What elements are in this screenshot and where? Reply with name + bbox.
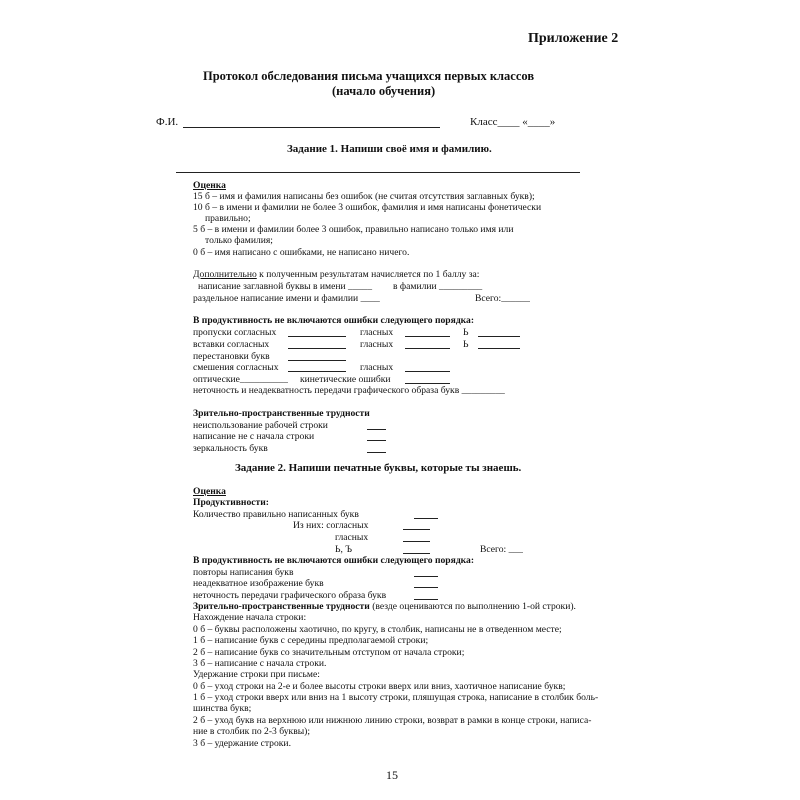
insertions-soft-sign-blank [478,348,520,349]
task2-spatial-line [193,601,576,612]
repeats-blank [414,576,438,577]
correct-count-blank [414,518,438,519]
task2-total: Всего: ___ [480,544,523,555]
class-label: Класс____ «____» [470,116,556,128]
inadequate-blank [414,587,438,588]
mirror-label: зеркальность букв [193,443,268,454]
task1-total: Всего:______ [475,293,530,304]
task1-answer-line [176,172,580,173]
name-line [183,127,440,128]
task1-score-line: 5 б – в имени и фамилии более 3 ошибок, правильно написано только имя или [193,224,514,235]
permutations-blank [288,360,346,361]
separate-writing: раздельное написание имени и фамилии ____ [193,293,380,304]
omissions-soft-sign-label: Ь [463,327,469,338]
not-from-start-label: написание не с начала строки [193,431,315,442]
omissions-label: пропуски согласных [193,327,277,338]
extra-suffix: к полученным результатам начисляется по 1 баллу за: [256,269,480,280]
insertions-vowels-blank [405,348,450,349]
of-them-consonants-label: Из них: согласных [293,520,369,531]
task1-score-heading: Оценка [193,180,226,191]
name-label: Ф.И. [156,116,179,128]
graphic-inaccuracy-label: неточность и неадекватность передачи графического образа букв _________ [193,385,505,396]
task1-exclusions-heading: В продуктивность не включаются ошибки следующего порядка: [193,315,475,326]
mirror-blank [367,452,386,453]
task2-spatial-note: (везде оцениваются по выполнению 1-ой строки). [369,601,576,612]
task1-heading: Задание 1. Напиши своё имя и фамилию. [287,143,492,155]
kinetic-errors-label: кинетические ошибки [300,374,391,385]
line-hold-score: ние в столбик по 2-3 буквы); [193,726,311,737]
task1-score-line: 15 б – имя и фамилия написаны без ошибок (не считая отсутствия заглавных букв); [193,191,535,202]
optical-errors-label: оптические__________ [193,374,288,385]
line-start-score: 0 б – буквы расположены хаотично, по кругу, в столбик, написаны не в отведенном месте; [193,624,562,635]
mixing-label: смешения согласных [193,362,279,373]
omissions-consonants-blank [288,336,346,337]
line-start-score: 3 б – написание с начала строки. [193,658,327,669]
task2-score-heading: Оценка [193,486,226,497]
not-from-start-blank [367,440,386,441]
signs-label: Ь, Ъ [335,544,353,555]
omissions-vowels-label: гласных [360,327,394,338]
line-hold-score: 1 б – уход строки вверх или вниз на 1 высоту строки, пляшущая строка, написание в столбик боль- [193,692,599,703]
line-hold-heading: Удержание строки при письме: [193,669,320,680]
insertions-soft-sign-label: Ь [463,339,469,350]
extra-prefix: Дополнительно [193,269,257,280]
omissions-soft-sign-blank [478,336,520,337]
task1-score-line: 10 б – в имени и фамилии не более 3 ошибок, фамилия и имя написаны фонетически [193,202,542,213]
capital-in-name: написание заглавной буквы в имени _____ [198,281,373,292]
no-line-use-label: неиспользование рабочей строки [193,420,328,431]
repeats-label: повторы написания букв [193,567,294,578]
document-title: Протокол обследования письма учащихся первых классов [203,69,535,83]
task2-inaccuracy-label: неточность передачи графического образа букв [193,590,387,601]
line-start-score: 2 б – написание букв со значительным отступом от начала строки; [193,647,465,658]
insertions-consonants-blank [288,348,346,349]
task1-score-line: только фамилия; [205,235,273,246]
insertions-vowels-label: гласных [360,339,394,350]
line-hold-score: 3 б – удержание строки. [193,738,291,749]
kinetic-errors-blank [405,383,450,384]
productivity-heading: Продуктивности: [193,497,269,508]
mixing-vowels-label: гласных [360,362,394,373]
inadequate-label: неадекватное изображение букв [193,578,324,589]
appendix-label: Приложение 2 [528,31,619,46]
mixing-vowels-blank [405,371,450,372]
line-start-heading: Нахождение начала строки: [193,612,307,623]
document-subtitle: (начало обучения) [332,84,436,98]
insertions-label: вставки согласных [193,339,270,350]
task1-score-line: 0 б – имя написано с ошибками, не написано ничего. [193,247,410,258]
line-hold-score: 2 б – уход букв на верхнюю или нижнюю линию строки, возврат в рамки в конце строки, написа- [193,715,592,726]
vowels-blank [403,541,430,542]
consonants-blank [403,529,430,530]
line-hold-score: 0 б – уход строки на 2-е и более высоты строки вверх или вниз, хаотичное написание букв; [193,681,566,692]
permutations-label: перестановки букв [193,351,270,362]
task1-extra-line [193,269,479,280]
line-hold-score: шинства букв; [193,703,252,714]
task2-inaccuracy-blank [414,599,438,600]
task2-exclusions-heading: В продуктивность не включаются ошибки следующего порядка: [193,555,475,566]
correct-count-label: Количество правильно написанных букв [193,509,359,520]
line-start-score: 1 б – написание букв с середины предполагаемой строки; [193,635,429,646]
vowels-label: гласных [335,532,369,543]
task1-score-line: правильно; [205,213,251,224]
page-number: 15 [386,768,398,782]
mixing-consonants-blank [288,371,346,372]
task2-spatial-heading: Зрительно-пространственные трудности [193,601,370,612]
signs-blank [403,553,430,554]
no-line-use-blank [367,429,386,430]
task2-heading: Задание 2. Напиши печатные буквы, которые ты знаешь. [235,462,522,474]
task1-spatial-heading: Зрительно-пространственные трудности [193,408,370,419]
capital-in-surname: в фамилии _________ [393,281,483,292]
omissions-vowels-blank [405,336,450,337]
